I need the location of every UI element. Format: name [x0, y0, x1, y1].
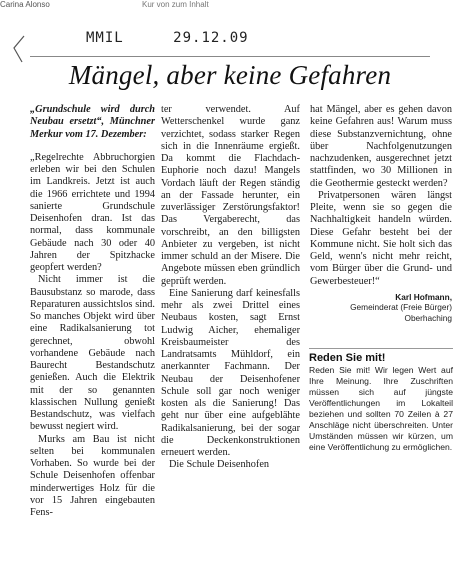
author-signature [310, 292, 452, 324]
paragraph: hat Mängel, aber es gehen davon keine Gefahren aus! Warum muss diese Substanzvernichtung, ohne über Nachfolgenutzungen nachzudenken, ausgerechnet jetzt stattfinden, wo 30 Millionen in die Geothermie gesteckt werden? [310, 104, 452, 189]
paragraph: Murks am Bau ist nicht selten bei kommunalen Vorhaben. So wurde bei der Schule Deisenhofen offenbar minderwertiges Holz für die vor 15 Jahren eingebauten Fens- [30, 433, 155, 518]
author-role: Gemeinderat (Freie Bürger) [350, 302, 452, 313]
paragraph: Privatpersonen wären längst Pleite, wenn sie so gegen die Nachhaltigkeit handeln würden. Diese Gefahr besteht bei der Kommune nicht. Sie holt sich das Geld, wenn's nicht mehr reicht, vom Bürger über die Grund- und Gewerbesteuer!“ [310, 189, 452, 287]
author-name: Karl Hofmann, [395, 291, 452, 302]
paragraph: Nicht immer ist die Bausubstanz so marode, dass Reparaturen aussichtslos sind. So manches Objekt wird über eine Radikalsanierung tot gerechnet, obwohl vorhandene Gebäude nach Baurecht Bestandschutz genießen. Auch die Elektrik mit der so genannten klassischen Nullung genießt Bestandschutz, was vielfach bewusst negiert wird. [30, 274, 155, 433]
scan-header-strip [0, 0, 460, 12]
cut-off-header-text-right: Kur von zum Inhalt [142, 0, 209, 9]
paragraph: Die Schule Deisenhofen [169, 459, 270, 471]
paragraph: „Regelrechte Abbruchorgien erleben wir bei den Schulen im Landkreis. Jetzt ist auch die 1966 errichtete und 1994 sanierte Grundschule Deisenhofen dran. Ist das normal, dass kommunale Gebäude nach 30 oder 40 Jahren der Spitzhacke geopfert werden? [30, 151, 155, 273]
article-headline: Mängel, aber keine Gefahren [68, 60, 392, 90]
article-column-2 [161, 104, 300, 472]
cut-off-header-text: Carina Alonso [0, 0, 50, 9]
info-box-title: Reden Sie mit! [309, 352, 386, 364]
divider-line [30, 56, 430, 57]
info-box-text: Reden Sie mit! Wir legen Wert auf Ihre Meinung. Ihre Zuschriften müssen sich auf jüngste Veröffentlichungen im Lokalteil beziehen und sollten 70 Zeilen à 27 Anschläge nicht überschreiten. Unter Umständen müssen wir kürzen, um eine Veröffentlichung zu ermöglichen. [309, 365, 453, 452]
stamp-source: MMIL [86, 30, 124, 46]
paragraph: Eine Sanierung darf keinesfalls mehr als zwei Drittel eines Neubaus kosten, sagt Ernst Ludwig Aicher, ehemaliger Kreisbaumeister des Landratsamts Mühldorf, ein anerkannter Fachmann. Der Neubau der Deisenhofener Schule soll gar noch weniger kosten als die Sanierung! Das geht nur über eine aufgeblähte Radikalsanierung, bei der sogar die Deckenkonstruktionen erneuert werden. [161, 287, 300, 458]
reader-info-box [309, 348, 453, 453]
article-column-3 [310, 104, 452, 323]
reference-quote: „Grundschule wird durch Neubau ersetzt“, Münchner Merkur vom 17. Dezember: [30, 104, 155, 140]
author-place: Oberhaching [404, 312, 452, 323]
handwritten-source-stamp [86, 30, 289, 46]
stamp-date: 29.12.09 [173, 30, 249, 46]
article-column-1 [30, 104, 155, 519]
paragraph: ter verwendet. Auf Wetterschenkel wurde ganz verzichtet, sodass starker Regen sich in die Innenräume ergießt. Da kommt die Flachdach-Euphorie noch dazu! Mangels Vordach läuft der Regen ständig an der Fassade herunter, ein zuverlässiger Zerstörungsfaktor! Das Vergaberecht, das vorschreibt, an den billigsten Anbieter zu vergeben, ist nicht immer schuld an der Misere. Die Angebote müssen eben gründlich geprüft werden. [161, 104, 300, 287]
box-top-rule [309, 348, 453, 349]
